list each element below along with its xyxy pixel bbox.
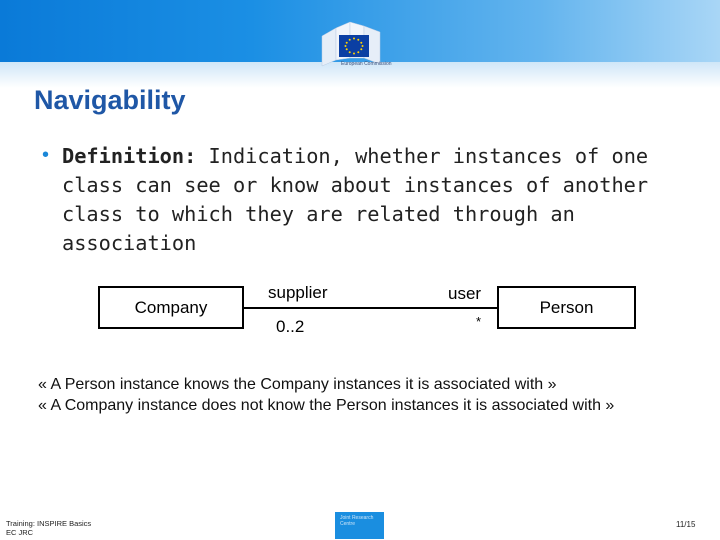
definition-label: Definition: bbox=[62, 144, 197, 168]
class-person-label: Person bbox=[539, 297, 594, 317]
quote-company-not-know: « A Company instance does not know the Person instances it is associated with » bbox=[38, 397, 615, 414]
quote-person-knows: « A Person instance knows the Company instances it is associated with » bbox=[38, 376, 557, 393]
footer-line2: EC JRC bbox=[6, 528, 34, 537]
class-company-label: Company bbox=[134, 297, 208, 317]
footer-training bbox=[6, 519, 91, 537]
role-supplier-label: supplier bbox=[268, 283, 328, 302]
multiplicity-person: * bbox=[476, 314, 482, 329]
class-company-box bbox=[98, 286, 244, 329]
jrc-logo bbox=[335, 512, 384, 539]
definition-paragraph bbox=[62, 142, 682, 258]
definition-text: Indication, whether instances of one class can see or know about instances of another class to which they are related through an association bbox=[62, 144, 649, 255]
association-line bbox=[244, 307, 497, 309]
page-number: 11/15 bbox=[676, 520, 696, 529]
bullet-dot: • bbox=[42, 144, 50, 166]
footer-line1: Training: INSPIRE Basics bbox=[6, 519, 92, 528]
role-user-label: user bbox=[448, 284, 482, 303]
european-commission-logo bbox=[320, 18, 382, 78]
multiplicity-company: 0..2 bbox=[276, 317, 305, 336]
logo-caption: European Commission bbox=[341, 61, 392, 67]
class-person-box bbox=[497, 286, 636, 329]
slide-title: Navigability bbox=[34, 85, 186, 115]
jrc-logo-text: Joint Research Centre bbox=[340, 515, 374, 527]
